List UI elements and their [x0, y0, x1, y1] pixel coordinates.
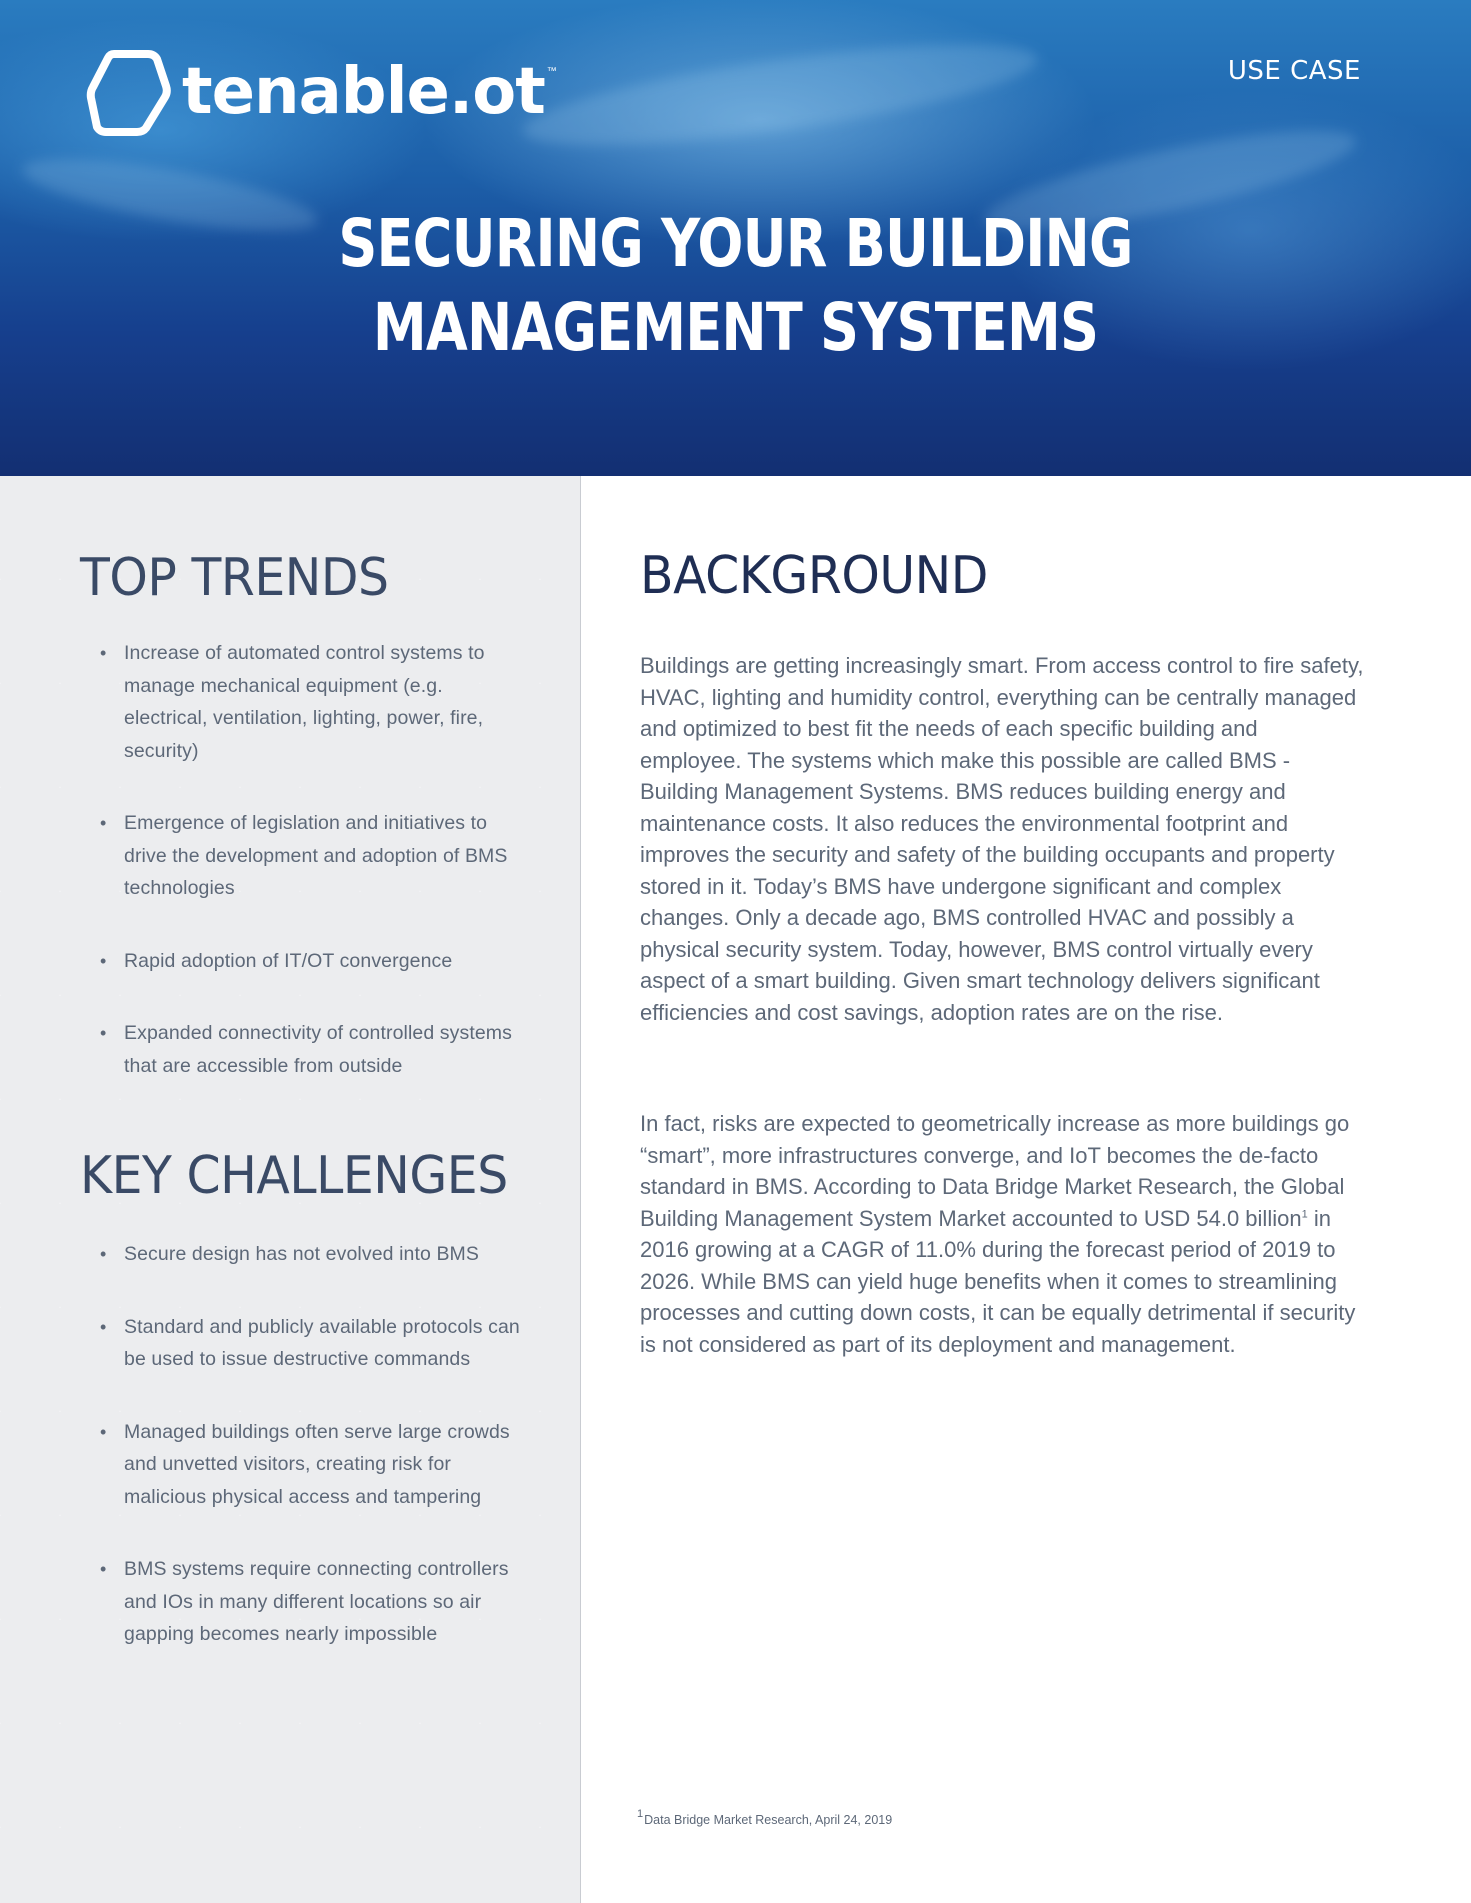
header-banner [0, 0, 1471, 476]
background-paragraph-1: Buildings are getting increasingly smart. From access control to fire safety, HVAC, lighting and humidity control, everything can be centrally managed and optimized to best fit the needs of each specific building and employee. The systems which make this possible are called BMS - Building Management Systems. BMS reduces building energy and maintenance costs. It also reduces the environmental footprint and improves the security and safety of the building occupants and property stored in it. Today’s BMS have undergone significant and complex changes. Only a decade ago, BMS controlled HVAC and possibly a physical security system. Today, however, BMS control virtually every aspect of a smart building. Given smart technology delivers significant efficiencies and cost savings, adoption rates are on the rise. [640, 653, 1364, 1025]
list-item: • BMS systems require connecting controllers and IOs in many different locations so air gapping becomes nearly impossible [100, 1553, 530, 1651]
list-item: • Rapid adoption of IT/OT convergence [100, 945, 530, 978]
list-item: • Managed buildings often serve large crowds and unvetted visitors, creating risk for malicious physical access and tampering [100, 1416, 530, 1514]
trademark-mark: ™ [546, 66, 557, 77]
list-item: • Expanded connectivity of controlled systems that are accessible from outside [100, 1017, 530, 1082]
top-trends-heading: TOP TRENDS [80, 548, 389, 608]
banner-light-streak [518, 24, 1043, 166]
footnote-text: Data Bridge Market Research, April 24, 2019 [644, 1813, 893, 1827]
footnote [637, 1808, 893, 1827]
page-title-line-2: MANAGEMENT SYSTEMS [372, 289, 1099, 366]
top-trends-list [100, 637, 530, 1082]
paragraph-2-text-end: in 2016 growing at a CAGR of 11.0% during the forecast period of 2019 to 2026. While BMS can yield huge benefits when it comes to streamlining processes and cutting down costs, it can be equally detrimental if security is not considered as part of its deployment and management. [640, 1205, 1356, 1357]
list-item: • Increase of automated control systems to manage mechanical equipment (e.g. electrical, ventilation, lighting, power, fire, security) [100, 637, 530, 767]
page-title [132, 202, 1338, 370]
document-type-label: USE CASE [1227, 56, 1361, 86]
background-paragraph-2 [640, 1108, 1365, 1360]
hexagon-logo-icon [86, 48, 172, 136]
brand-name: tenable.ot [182, 55, 545, 129]
key-challenges-heading: KEY CHALLENGES [80, 1146, 508, 1206]
key-challenges-list [100, 1238, 530, 1651]
list-item: • Emergence of legislation and initiatives to drive the development and adoption of BMS technologies [100, 807, 530, 905]
list-item: • Standard and publicly available protocols can be used to issue destructive commands [100, 1311, 530, 1376]
page-title-line-1: SECURING YOUR BUILDING [338, 205, 1133, 282]
background-heading: BACKGROUND [640, 546, 988, 606]
footnote-mark: 1 [637, 1808, 644, 1820]
footnote-reference: 1 [1301, 1208, 1308, 1221]
list-item: • Secure design has not evolved into BMS [100, 1238, 530, 1271]
tenable-logo [86, 48, 557, 136]
column-divider [580, 476, 581, 1903]
paragraph-2-text-start: In fact, risks are expected to geometrically increase as more buildings go “smart”, more infrastructures converge, and IoT becomes the de-facto standard in BMS. According to Data Bridge Market Research, the Global Building Management System Market accounted to USD 54.0 billion [640, 1111, 1350, 1231]
